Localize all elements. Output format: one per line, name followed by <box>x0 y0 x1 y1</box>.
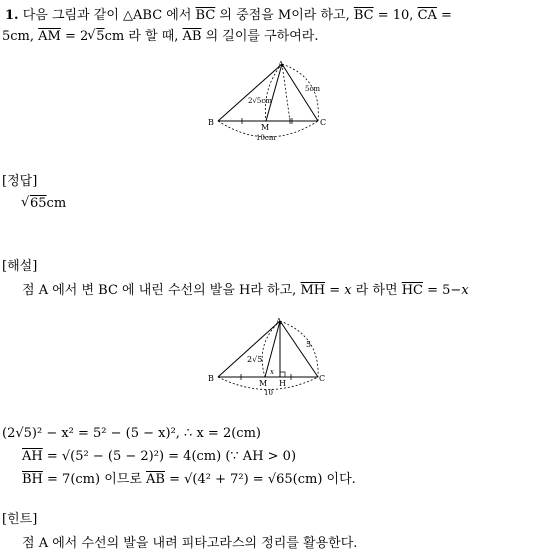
hint-header: [힌트] <box>2 512 38 527</box>
solution-text: = <box>325 283 345 298</box>
problem-line-2 <box>2 29 318 45</box>
side-ac <box>280 321 318 377</box>
equation-2 <box>22 449 296 465</box>
segment-ca: $\overline{CA}$ <box>417 8 437 23</box>
solution-line-1 <box>22 283 469 299</box>
right-angle-mark <box>280 372 285 377</box>
equation-text: = 7(cm) 이므로 <box>42 472 147 487</box>
answer-header: [정답] <box>2 174 38 189</box>
segment-ab: $\overline{AB}$ <box>182 29 202 44</box>
segment-ab: $\overline{AB}$ <box>146 472 165 487</box>
equation-text: = √(5² − (5 − 2)²) = 4(cm) (∵ AH > 0) <box>42 449 297 464</box>
hint-text: 점 A 에서 수선의 발을 내려 피타고라스의 정리를 활용한다. <box>22 536 358 551</box>
answer-value <box>22 196 66 212</box>
sqrt-expression: √ 65 <box>22 196 47 212</box>
label-m: M <box>259 379 268 388</box>
label-bc: 10 <box>264 389 273 397</box>
equation-3 <box>22 472 356 488</box>
label-am: 2√5cm <box>248 97 272 105</box>
problem-number: 1. <box>5 8 19 23</box>
label-ac: 5 <box>306 340 312 349</box>
label-c: C <box>320 118 327 127</box>
segment-hc: $\overline{HC}$ <box>401 283 423 298</box>
problem-text: cm 라 할 때, <box>104 29 183 44</box>
triangle-figure-1 <box>200 58 335 143</box>
label-am: 2√5 <box>247 355 263 364</box>
label-c: C <box>319 374 326 383</box>
segment-am: $\overline{AM}$ <box>38 29 61 44</box>
label-a: A <box>278 60 284 69</box>
problem-text: 의 길이를 구하여라. <box>201 29 319 44</box>
segment-bc: $\overline{BC}$ <box>195 8 216 23</box>
solution-header: [해설] <box>2 259 38 274</box>
segment-bc: $\overline{BC}$ <box>353 8 374 23</box>
label-b: B <box>208 374 214 383</box>
label-h: H <box>279 379 286 388</box>
problem-text: = 2 <box>60 29 89 44</box>
problem-text: 의 중점을 M이라 하고, <box>215 8 354 23</box>
segment-ah: $\overline{AH}$ <box>22 449 43 464</box>
solution-text: 라 하면 <box>351 283 402 298</box>
problem-text: 다음 그림과 같이 △ABC 에서 <box>22 8 196 23</box>
brace-bc <box>218 377 318 390</box>
variable-x: x <box>461 283 469 298</box>
segment-bh: $\overline{BH}$ <box>22 472 43 487</box>
problem-text: = 10, <box>373 8 418 23</box>
label-m: M <box>261 123 270 132</box>
problem-line-1 <box>5 8 452 24</box>
label-mh: x <box>270 368 274 376</box>
sqrt-expression: √ 5 <box>88 29 104 45</box>
label-b: B <box>208 118 214 127</box>
altitude-ah <box>282 64 290 121</box>
side-ab <box>218 64 282 121</box>
answer-unit: cm <box>46 196 67 211</box>
median-am <box>266 64 282 121</box>
label-ca: 5cm <box>305 85 321 93</box>
segment-mh: $\overline{MH}$ <box>300 283 326 298</box>
label-bc: 10cm <box>256 134 276 142</box>
solution-text: = 5− <box>422 283 462 298</box>
variable-x: x <box>344 283 352 298</box>
label-a: A <box>276 317 282 326</box>
triangle-figure-2 <box>203 314 333 399</box>
solution-text: 점 A 에서 변 BC 에 내린 수선의 발을 H라 하고, <box>22 283 301 298</box>
equation-1: (2√5)² − x² = 5² − (5 − x)², ∴ x = 2(cm) <box>2 426 261 441</box>
problem-text: 5cm, <box>2 29 39 44</box>
equation-text: = √(4² + 7²) = √65(cm) 이다. <box>164 472 356 487</box>
problem-text: = <box>436 8 452 23</box>
